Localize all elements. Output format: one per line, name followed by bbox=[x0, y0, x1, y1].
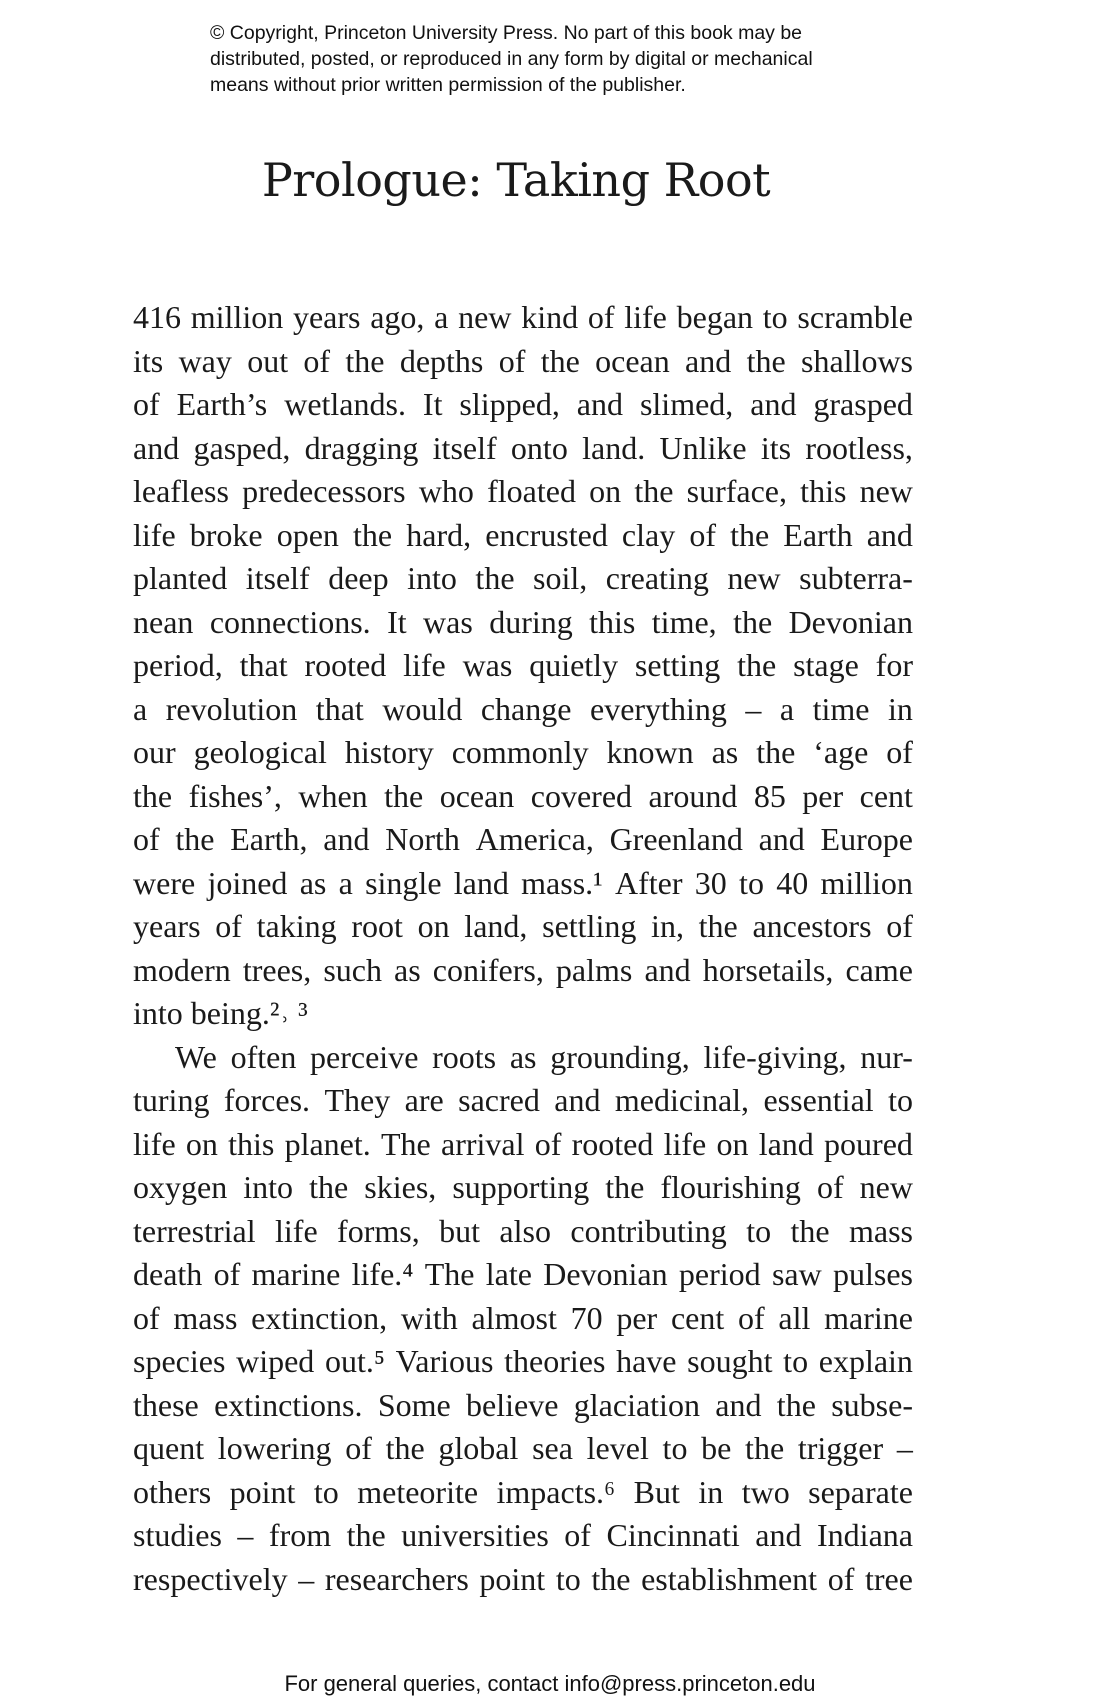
body-line: species wiped out.⁵ Various theories have sought to explain bbox=[133, 1343, 913, 1379]
copyright-notice bbox=[210, 20, 910, 98]
body-line: We often perceive roots as grounding, life-giving, nur- bbox=[175, 1038, 913, 1075]
chapter-title: Prologue: Taking Root bbox=[261, 153, 771, 207]
copyright-line: distributed, posted, or reproduced in any form by digital or mechanical bbox=[210, 48, 813, 70]
body-line: respectively – researchers point to the establishment of tree bbox=[133, 1560, 913, 1597]
body-line: leafless predecessors who floated on the surface, this new bbox=[133, 473, 913, 509]
footer-contact: For general queries, contact info@press.princeton.edu bbox=[284, 1671, 816, 1696]
body-line: these extinctions. Some believe glaciation and the subse- bbox=[133, 1386, 913, 1423]
body-line: years of taking root on land, settling in, the ancestors of bbox=[133, 908, 913, 944]
body-line: turing forces. They are sacred and medicinal, essential to bbox=[133, 1082, 913, 1118]
body-line: of mass extinction, with almost 70 per cent of all marine bbox=[133, 1299, 913, 1336]
body-line: terrestrial life forms, but also contributing to the mass bbox=[133, 1212, 913, 1249]
body-line: our geological history commonly known as the ‘age of bbox=[133, 734, 913, 770]
body-line: nean connections. It was during this time, the Devonian bbox=[133, 603, 913, 640]
body-line: others point to meteorite impacts.⁶ But in two separate bbox=[133, 1473, 913, 1510]
body-line: a revolution that would change everything – a time in bbox=[133, 690, 913, 727]
body-line: and gasped, dragging itself onto land. Unlike its rootless, bbox=[133, 429, 913, 466]
body-line: life on this planet. The arrival of rooted life on land poured bbox=[133, 1125, 913, 1162]
body-line: of the Earth, and North America, Greenland and Europe bbox=[133, 821, 913, 857]
body-line: planted itself deep into the soil, creating new subterra- bbox=[133, 560, 913, 596]
body-line: 416 million years ago, a new kind of life began to scramble bbox=[133, 299, 913, 335]
body-line: of Earth’s wetlands. It slipped, and slimed, and grasped bbox=[133, 386, 913, 422]
body-line: life broke open the hard, encrusted clay of the Earth and bbox=[133, 516, 913, 553]
body-line: modern trees, such as conifers, palms and horsetails, came bbox=[133, 951, 913, 988]
body-line: its way out of the depths of the ocean and the shallows bbox=[133, 342, 913, 379]
body-line: were joined as a single land mass.¹ After 30 to 40 million bbox=[133, 864, 913, 901]
copyright-line: means without prior written permission of the publisher. bbox=[210, 74, 686, 96]
body-line: oxygen into the skies, supporting the flourishing of new bbox=[133, 1169, 913, 1205]
body-line: death of marine life.⁴ The late Devonian period saw pulses bbox=[133, 1256, 913, 1292]
body-line: studies – from the universities of Cincinnati and Indiana bbox=[133, 1517, 913, 1553]
body-line: period, that rooted life was quietly setting the stage for bbox=[133, 647, 913, 683]
copyright-line: © Copyright, Princeton University Press. No part of this book may be bbox=[210, 22, 803, 44]
body-line: the fishes’, when the ocean covered around 85 per cent bbox=[133, 777, 913, 814]
body-line: quent lowering of the global sea level to be the trigger – bbox=[133, 1430, 913, 1466]
body-text bbox=[133, 296, 913, 1601]
body-line: into being.²˒ ³ bbox=[133, 995, 308, 1031]
